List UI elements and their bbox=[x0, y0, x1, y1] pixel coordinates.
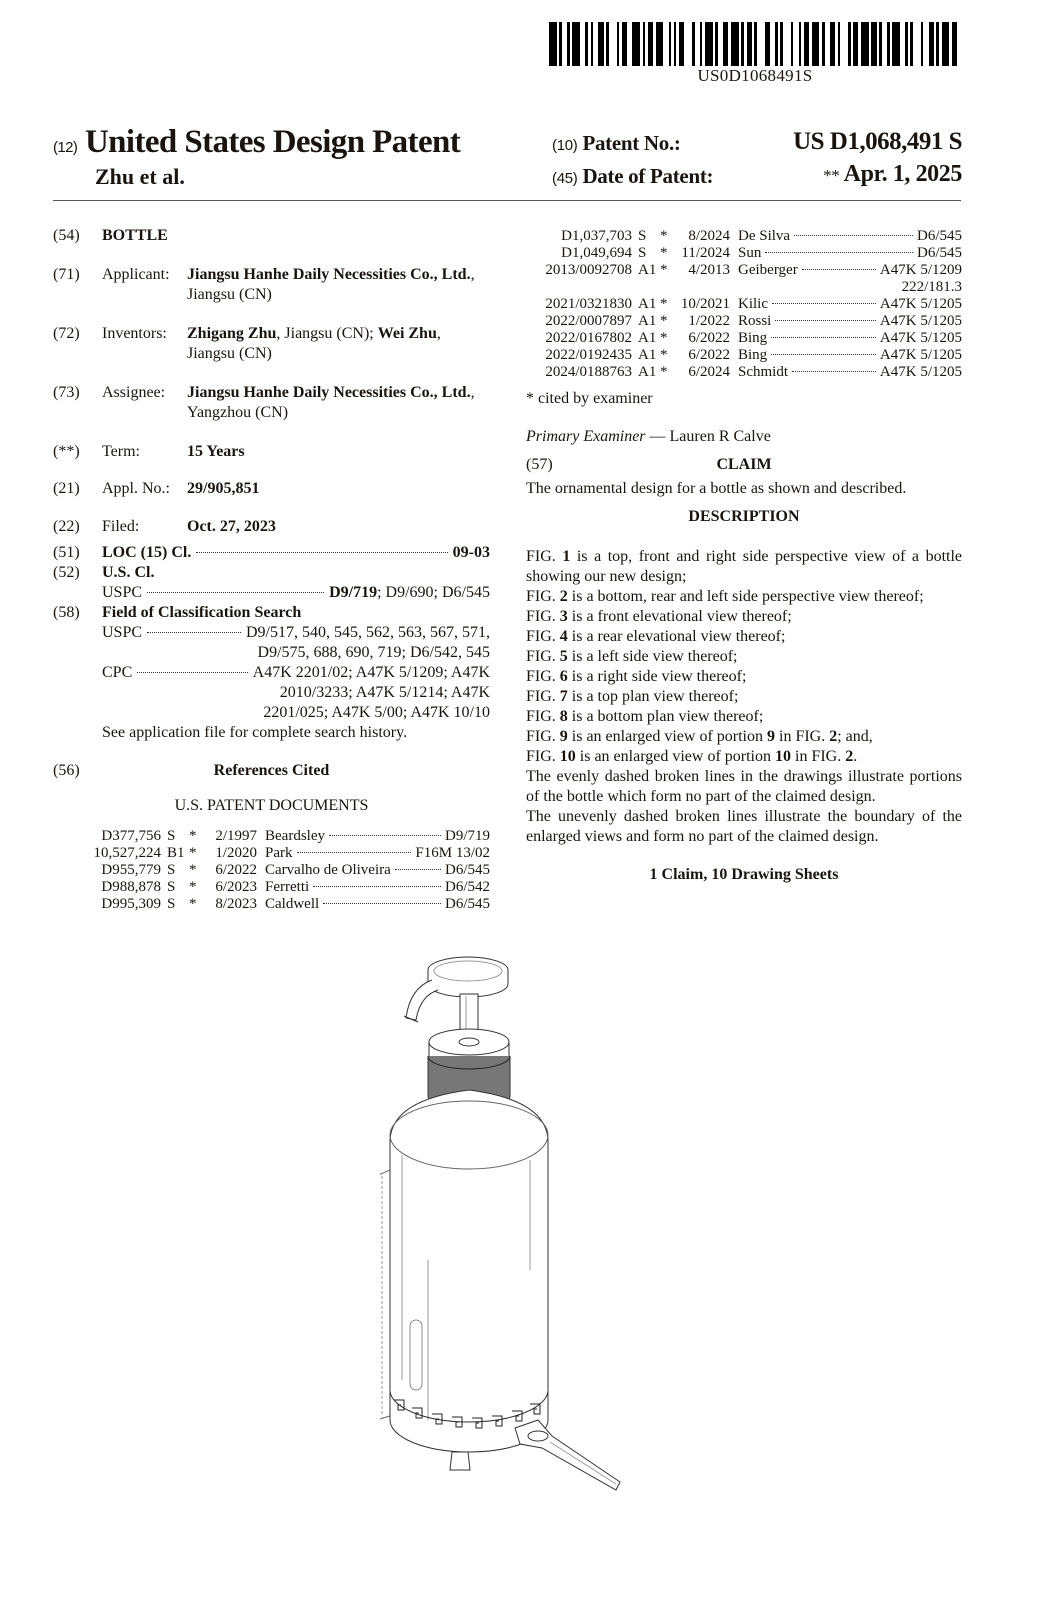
wall-bracket bbox=[450, 1420, 620, 1490]
date-of-patent-label bbox=[552, 164, 713, 189]
inid-code: (22) bbox=[53, 518, 80, 535]
appl-no-field bbox=[53, 479, 490, 499]
ref-date: 8/2023 bbox=[215, 896, 257, 912]
cited-marker: * bbox=[189, 896, 197, 912]
term-value: 15 Years bbox=[187, 443, 245, 460]
figure-description bbox=[526, 607, 962, 627]
cited-by-examiner-note: * cited by examiner bbox=[526, 390, 653, 407]
header-divider bbox=[53, 200, 961, 201]
assignee-field bbox=[53, 383, 490, 423]
barcode-bar bbox=[957, 22, 960, 66]
assignee-location: , Yangzhou (CN) bbox=[187, 384, 475, 421]
term-marker: ** bbox=[823, 166, 840, 185]
bottle-drawing bbox=[380, 950, 670, 1510]
inventors-field bbox=[53, 324, 490, 364]
barcode-bar bbox=[892, 22, 900, 66]
barcode-bar bbox=[705, 22, 713, 66]
claim-heading: CLAIM bbox=[716, 456, 772, 473]
kind-code: S bbox=[638, 245, 647, 261]
examiner-name: Lauren R Calve bbox=[669, 428, 771, 445]
fig-number: 2 bbox=[559, 588, 568, 605]
ref-date: 6/2023 bbox=[215, 879, 257, 895]
ref-class: 222/181.3 bbox=[901, 279, 962, 295]
fig-prefix: FIG. bbox=[526, 628, 560, 645]
barcode-bar bbox=[656, 22, 664, 66]
dot-leader bbox=[297, 852, 412, 853]
barcode-bar bbox=[812, 22, 820, 66]
reference-row bbox=[83, 828, 490, 845]
dot-leader bbox=[775, 320, 876, 321]
fig-text: in FIG. bbox=[775, 728, 830, 745]
kind-code: S bbox=[638, 228, 647, 244]
ref-class: A47K 5/1205 bbox=[879, 364, 962, 380]
fig-text: . bbox=[853, 748, 858, 765]
title-field bbox=[53, 226, 490, 246]
ref-date: 6/2022 bbox=[688, 330, 730, 346]
references-table-right bbox=[526, 228, 962, 381]
reference-row bbox=[526, 347, 962, 364]
fig-prefix: FIG. bbox=[526, 748, 560, 765]
claim-heading-row bbox=[526, 455, 962, 475]
patent-number: US D1,068,491 S bbox=[793, 128, 962, 155]
dot-leader bbox=[147, 632, 241, 633]
inventor-short: Zhu et al. bbox=[95, 164, 185, 189]
document-title bbox=[53, 124, 460, 161]
fig-text: is a bottom plan view thereof; bbox=[567, 708, 764, 725]
pump-stem bbox=[460, 994, 478, 1034]
claims-and-sheets: 1 Claim, 10 Drawing Sheets bbox=[649, 866, 839, 883]
broken-lines-note: The evenly dashed broken lines in the drawings illustrate portions of the bottle which form no part of the claimed design. bbox=[526, 768, 962, 805]
inid-code: (**) bbox=[53, 443, 80, 460]
references-heading bbox=[53, 761, 490, 781]
kind-code: S bbox=[167, 896, 176, 912]
patent-ref-number: 10,527,224 bbox=[93, 845, 161, 861]
fig-text: is a top plan view thereof; bbox=[567, 688, 739, 705]
ref-class: D6/542 bbox=[445, 879, 490, 895]
ref-inventor: Schmidt bbox=[738, 364, 789, 380]
patent-no-label-text: Patent No.: bbox=[582, 131, 681, 155]
dot-leader bbox=[313, 886, 441, 887]
barcode-bar bbox=[942, 22, 950, 66]
inid-code-10: (10) bbox=[552, 137, 578, 154]
references-cited-heading: References Cited bbox=[213, 762, 330, 779]
barcode-bar bbox=[549, 22, 557, 66]
ref-class: D6/545 bbox=[445, 896, 490, 912]
inid-code: (73) bbox=[53, 384, 80, 401]
primary-examiner bbox=[526, 427, 962, 447]
patent-ref-number: D955,779 bbox=[101, 862, 161, 878]
loc-class-label: LOC (15) Cl. bbox=[102, 544, 192, 561]
inid-code: (51) bbox=[53, 544, 80, 561]
cpc-label: CPC bbox=[102, 664, 133, 681]
barcode-bar bbox=[731, 22, 739, 66]
ref-date: 8/2024 bbox=[688, 228, 730, 244]
filed-value: Oct. 27, 2023 bbox=[187, 518, 276, 535]
inid-code: (56) bbox=[53, 762, 80, 779]
cited-marker: * bbox=[189, 845, 197, 861]
fig-text: is a top, front and right side perspective view of a bottle showing our new design; bbox=[526, 548, 963, 585]
fig-number: 10 bbox=[559, 748, 576, 765]
fig-text: is a bottom, rear and left side perspective view thereof; bbox=[567, 588, 924, 605]
cited-marker: * bbox=[660, 245, 668, 261]
uspc-secondary: ; D9/690; D6/545 bbox=[377, 584, 490, 601]
fig-text: is a left side view thereof; bbox=[567, 648, 738, 665]
appl-no-value: 29/905,851 bbox=[187, 480, 260, 497]
barcode-bar bbox=[783, 22, 791, 66]
barcode-bar bbox=[757, 22, 765, 66]
kind-code: B1 bbox=[167, 845, 185, 861]
patent-ref-number: 2022/0192435 bbox=[545, 347, 632, 363]
applicant-label: Applicant: bbox=[102, 266, 170, 283]
fig-number: 1 bbox=[562, 548, 571, 565]
pump-head bbox=[404, 957, 508, 1022]
invention-title: BOTTLE bbox=[102, 227, 168, 244]
fig-number: 8 bbox=[559, 708, 568, 725]
examiner-dash: — bbox=[645, 428, 670, 445]
field-of-search bbox=[53, 603, 490, 743]
description-body bbox=[526, 547, 962, 847]
reference-row bbox=[83, 862, 490, 879]
description-heading: DESCRIPTION bbox=[688, 508, 800, 525]
examiner-label: Primary Examiner bbox=[526, 428, 646, 445]
inventor-location: , Jiangsu (CN) bbox=[187, 325, 441, 362]
fig-prefix: FIG. bbox=[526, 708, 560, 725]
figure-description bbox=[526, 587, 962, 607]
fig-text: ; and, bbox=[837, 728, 873, 745]
inventor-location: , Jiangsu (CN); bbox=[276, 325, 378, 342]
reference-row bbox=[526, 364, 962, 381]
ref-class: D6/545 bbox=[917, 245, 962, 261]
fig-prefix: FIG. bbox=[526, 668, 560, 685]
barcode bbox=[549, 22, 961, 66]
cited-marker: * bbox=[660, 347, 668, 363]
patent-ref-number: 2022/0007897 bbox=[545, 313, 632, 329]
ref-inventor: Beardsley bbox=[265, 828, 325, 844]
figure-description bbox=[526, 647, 962, 667]
us-patent-documents-heading: U.S. PATENT DOCUMENTS bbox=[174, 797, 369, 814]
figure-description bbox=[526, 707, 962, 727]
reference-row bbox=[83, 879, 490, 896]
patent-ref-number: 2022/0167802 bbox=[545, 330, 632, 346]
cited-marker: * bbox=[660, 313, 668, 329]
reference-row bbox=[526, 245, 962, 262]
uspc-search-line: D9/517, 540, 545, 562, 563, 567, 571, bbox=[246, 624, 490, 641]
inid-code: (52) bbox=[53, 564, 80, 581]
cited-marker: * bbox=[189, 862, 197, 878]
inid-code: (57) bbox=[526, 456, 553, 473]
inid-code: (72) bbox=[53, 325, 80, 342]
ref-date: 10/2021 bbox=[680, 296, 730, 312]
ref-inventor: Park bbox=[265, 845, 293, 861]
loc-class-field bbox=[53, 543, 490, 563]
ref-date: 1/2022 bbox=[688, 313, 730, 329]
ref-date: 11/2024 bbox=[681, 245, 730, 261]
figure-description bbox=[526, 667, 962, 687]
ref-inventor: Geiberger bbox=[738, 262, 798, 278]
patent-date: Apr. 1, 2025 bbox=[843, 161, 962, 187]
kind-code: A1 bbox=[638, 364, 657, 380]
ref-date: 6/2022 bbox=[215, 862, 257, 878]
search-history-note: See application file for complete search history. bbox=[102, 724, 408, 741]
patent-ref-number: D995,309 bbox=[101, 896, 161, 912]
fig-prefix: FIG. bbox=[526, 728, 560, 745]
dot-leader bbox=[771, 354, 876, 355]
fig-text: is an enlarged view of portion bbox=[575, 748, 775, 765]
right-column bbox=[526, 226, 962, 885]
fig-ref-number: 2 bbox=[829, 728, 838, 745]
kind-code: A1 bbox=[638, 313, 657, 329]
patent-ref-number: D377,756 bbox=[101, 828, 161, 844]
ref-inventor: Rossi bbox=[738, 313, 772, 329]
term-label: Term: bbox=[102, 443, 140, 460]
ref-class: A47K 5/1209 bbox=[879, 262, 962, 278]
fig-ref-number: 2 bbox=[845, 748, 854, 765]
kind-code: A1 bbox=[638, 262, 657, 278]
reference-row bbox=[526, 262, 962, 279]
fig-number: 4 bbox=[559, 628, 568, 645]
barcode-bar bbox=[840, 22, 848, 66]
inid-code: (21) bbox=[53, 480, 80, 497]
cited-marker: * bbox=[660, 262, 668, 278]
ref-class: D6/545 bbox=[917, 228, 962, 244]
bottle-body bbox=[390, 1090, 548, 1420]
cited-marker: * bbox=[660, 364, 668, 380]
patent-type-title: United States Design Patent bbox=[84, 124, 461, 160]
inventor-name: Zhigang Zhu bbox=[187, 325, 277, 342]
fig-prefix: FIG. bbox=[526, 608, 560, 625]
inid-code: (54) bbox=[53, 227, 80, 244]
ref-class: F16M 13/02 bbox=[415, 845, 490, 861]
patent-ref-number: 2024/0188763 bbox=[545, 364, 632, 380]
patent-ref-number: 2013/0092708 bbox=[545, 262, 632, 278]
fig-prefix: FIG. bbox=[526, 688, 560, 705]
ref-inventor: Bing bbox=[738, 330, 768, 346]
reference-row-continuation bbox=[526, 279, 962, 296]
ref-inventor: Caldwell bbox=[265, 896, 320, 912]
claim-text: The ornamental design for a bottle as shown and described. bbox=[526, 480, 907, 497]
filed-field bbox=[53, 517, 490, 537]
kind-code: S bbox=[167, 879, 176, 895]
ref-inventor: Ferretti bbox=[265, 879, 310, 895]
ref-inventor: Carvalho de Oliveira bbox=[265, 862, 391, 878]
barcode-bar bbox=[913, 22, 921, 66]
ref-date: 2/1997 bbox=[215, 828, 257, 844]
dot-leader bbox=[765, 252, 913, 253]
ref-inventor: Sun bbox=[738, 245, 762, 261]
cpc-search-line: 2201/025; A47K 5/00; A47K 10/10 bbox=[263, 704, 490, 721]
ref-date: 6/2022 bbox=[688, 347, 730, 363]
reference-row bbox=[526, 296, 962, 313]
ref-class: A47K 5/1205 bbox=[879, 296, 962, 312]
ref-class: A47K 5/1205 bbox=[879, 313, 962, 329]
portion-number: 9 bbox=[767, 728, 775, 745]
patent-ref-number: 2021/0321830 bbox=[545, 296, 632, 312]
dot-leader bbox=[771, 337, 876, 338]
appl-no-label: Appl. No.: bbox=[102, 480, 170, 497]
references-table-left bbox=[83, 828, 490, 913]
ref-class: A47K 5/1205 bbox=[879, 330, 962, 346]
reference-row bbox=[526, 330, 962, 347]
dot-leader bbox=[323, 903, 441, 904]
reference-row bbox=[83, 896, 490, 913]
inid-code-12: (12) bbox=[53, 139, 78, 156]
dot-leader bbox=[147, 592, 324, 593]
dot-leader bbox=[792, 371, 876, 372]
ref-class: D6/545 bbox=[445, 862, 490, 878]
fig-number: 3 bbox=[559, 608, 568, 625]
barcode-bar bbox=[609, 22, 617, 66]
patent-ref-number: D988,878 bbox=[101, 879, 161, 895]
reference-row bbox=[526, 313, 962, 330]
fig-text: is an enlarged view of portion bbox=[567, 728, 767, 745]
figure-description bbox=[526, 747, 962, 767]
barcode-bar bbox=[632, 22, 640, 66]
figure-description bbox=[526, 547, 962, 587]
barcode-number: US0D1068491S bbox=[697, 66, 813, 85]
dot-leader bbox=[802, 269, 876, 270]
inid-code: (58) bbox=[53, 604, 80, 621]
patent-number-label bbox=[552, 131, 681, 156]
ref-date: 6/2024 bbox=[688, 364, 730, 380]
ref-inventor: Bing bbox=[738, 347, 768, 363]
inventors-label: Inventors: bbox=[102, 325, 167, 342]
barcode-bar bbox=[684, 22, 692, 66]
uspc-label: USPC bbox=[102, 584, 143, 601]
figure-description bbox=[526, 687, 962, 707]
ref-inventor: Kilic bbox=[738, 296, 768, 312]
reference-row bbox=[83, 845, 490, 862]
fig-prefix: FIG. bbox=[526, 648, 560, 665]
term-field bbox=[53, 442, 490, 462]
cited-marker: * bbox=[189, 879, 197, 895]
dot-leader bbox=[395, 869, 441, 870]
ref-date: 1/2020 bbox=[215, 845, 257, 861]
cited-marker: * bbox=[660, 228, 668, 244]
kind-code: S bbox=[167, 862, 176, 878]
cited-marker: * bbox=[660, 330, 668, 346]
figure-list bbox=[526, 547, 962, 727]
cpc-search-line: 2010/3233; A47K 5/1214; A47K bbox=[279, 684, 490, 701]
kind-code: A1 bbox=[638, 296, 657, 312]
inventor-name: Wei Zhu bbox=[377, 325, 437, 342]
cited-marker: * bbox=[660, 296, 668, 312]
us-class-label: U.S. Cl. bbox=[102, 564, 155, 581]
barcode-bar bbox=[572, 22, 580, 66]
uspc-search-line: D9/575, 688, 690, 719; D6/542, 545 bbox=[257, 644, 490, 661]
inid-code-45: (45) bbox=[552, 170, 578, 187]
figure-description bbox=[526, 627, 962, 647]
portion-number: 10 bbox=[775, 748, 791, 765]
patent-ref-number: D1,049,694 bbox=[561, 245, 632, 261]
uspc-primary: D9/719 bbox=[329, 584, 378, 601]
fig-text: is a rear elevational view thereof; bbox=[567, 628, 786, 645]
fig-number: 6 bbox=[559, 668, 568, 685]
fig-prefix: FIG. bbox=[526, 588, 560, 605]
assignee-name: Jiangsu Hanhe Daily Necessities Co., Ltd. bbox=[187, 384, 471, 401]
filed-label: Filed: bbox=[102, 518, 140, 535]
left-column bbox=[53, 226, 490, 913]
ref-inventor: De Silva bbox=[738, 228, 791, 244]
fig-number: 7 bbox=[559, 688, 568, 705]
assignee-label: Assignee: bbox=[102, 384, 166, 401]
field-search-label: Field of Classification Search bbox=[102, 604, 302, 621]
dot-leader bbox=[772, 303, 876, 304]
date-label-text: Date of Patent: bbox=[582, 164, 714, 188]
loc-class-value: 09-03 bbox=[452, 544, 490, 561]
us-class-field bbox=[53, 563, 490, 603]
kind-code: A1 bbox=[638, 347, 657, 363]
inid-code: (71) bbox=[53, 266, 80, 283]
fig-text: in FIG. bbox=[791, 748, 846, 765]
date-of-patent bbox=[780, 161, 962, 188]
ref-class: A47K 5/1205 bbox=[879, 347, 962, 363]
cited-marker: * bbox=[189, 828, 197, 844]
uspc-label: USPC bbox=[102, 624, 143, 641]
reference-row bbox=[526, 228, 962, 245]
cpc-search-line: A47K 2201/02; A47K 5/1209; A47K bbox=[252, 664, 490, 681]
ref-class: D9/719 bbox=[445, 828, 490, 844]
boundary-lines-note: The unevenly dashed broken lines illustrate the boundary of the enlarged views and form no part of the claimed design. bbox=[526, 808, 962, 845]
fig-number: 9 bbox=[559, 728, 568, 745]
dot-leader bbox=[137, 672, 247, 673]
applicant-location: , Jiangsu (CN) bbox=[187, 266, 475, 303]
fig-prefix: FIG. bbox=[526, 548, 563, 565]
fig-text: is a front elevational view thereof; bbox=[567, 608, 792, 625]
side-mount bbox=[380, 1170, 390, 1420]
ref-date: 4/2013 bbox=[688, 262, 730, 278]
applicant-field bbox=[53, 265, 490, 305]
patent-ref-number: D1,037,703 bbox=[561, 228, 632, 244]
barcode-bar bbox=[861, 22, 869, 66]
dot-leader bbox=[196, 552, 447, 553]
dot-leader bbox=[794, 235, 913, 236]
dot-leader bbox=[329, 835, 441, 836]
applicant-name: Jiangsu Hanhe Daily Necessities Co., Ltd. bbox=[187, 266, 471, 283]
kind-code: S bbox=[167, 828, 176, 844]
figure-description bbox=[526, 727, 962, 747]
fig-number: 5 bbox=[559, 648, 568, 665]
fig-text: is a right side view thereof; bbox=[567, 668, 747, 685]
kind-code: A1 bbox=[638, 330, 657, 346]
